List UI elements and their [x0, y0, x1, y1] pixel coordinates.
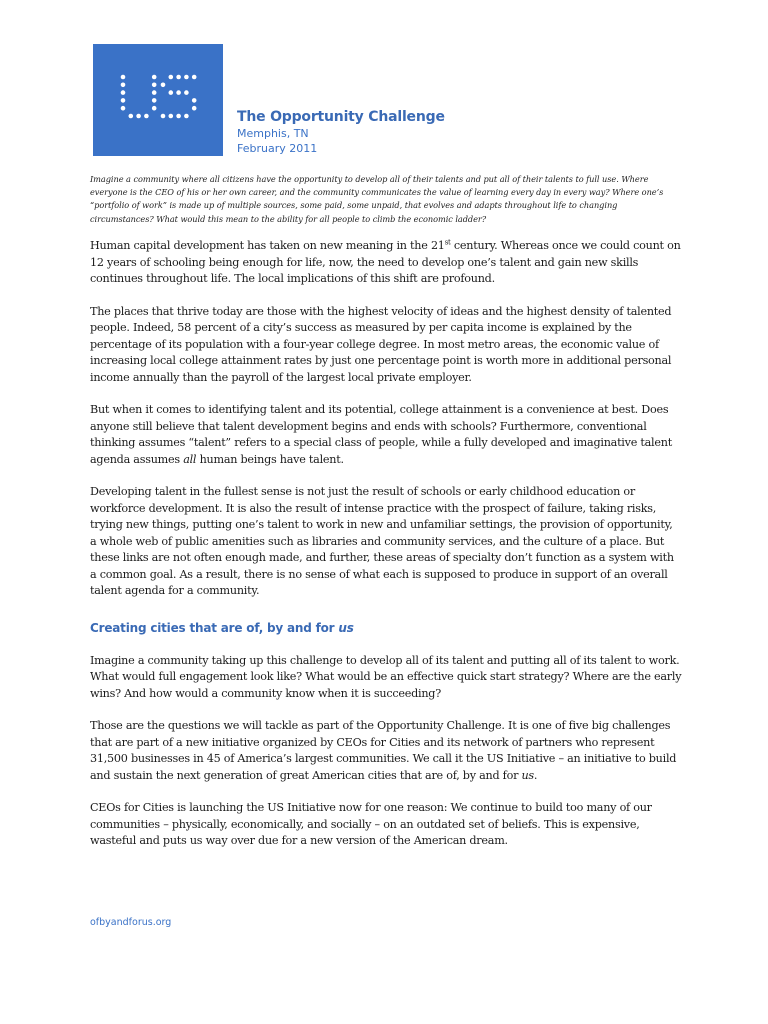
logo-dot — [184, 114, 189, 119]
logo-dot — [176, 114, 181, 119]
logo-dot — [121, 83, 126, 88]
logo-dot — [176, 75, 181, 80]
paragraph-5: Imagine a community taking up this challenge to develop all of its talent and putting all of its talent to work. What would full engagement look like? What would be an effective quick start strategy? Where are the early wins? And how would a community know when it is succeeding? — [90, 653, 682, 700]
us-logo — [93, 44, 223, 156]
logo-dot — [152, 90, 157, 95]
logo-dot — [192, 98, 197, 103]
logo-dot — [192, 106, 197, 111]
logo-dot — [161, 83, 166, 88]
logo-dot — [144, 114, 149, 119]
logo-dot — [161, 114, 166, 119]
logo-dot — [121, 75, 126, 80]
logo-dot — [192, 75, 197, 80]
logo-dot — [152, 106, 157, 111]
logo-dot — [121, 90, 126, 95]
document-date: February 2011 — [237, 142, 318, 155]
logo-dot — [169, 90, 174, 95]
logo-dot — [121, 106, 126, 111]
section-heading: Creating cities that are of, by and for us — [90, 620, 354, 635]
document-location: Memphis, TN — [237, 127, 309, 140]
logo-dot — [184, 75, 189, 80]
logo-dot — [184, 90, 189, 95]
logo-dot — [152, 98, 157, 103]
paragraph-2: The places that thrive today are those with the highest velocity of ideas and the highest density of talented people. Indeed, 58 percent of a city’s success as measured by per capita income is explained by the percentage of its population with a four-year college degree. In most metro areas, the economic value of increasing local college attainment rates by just one percentage point is worth more in additional personal income annually than the payroll of the largest local private employer. — [90, 304, 672, 384]
logo-text: US — [158, 129, 183, 148]
logo-dot — [169, 114, 174, 119]
footer-link[interactable]: ofbyandforus.org — [90, 917, 172, 928]
logo-dot — [129, 114, 134, 119]
paragraph-4: Developing talent in the fullest sense is not just the result of schools or early childhood education or workforce development. It is also the result of intense practice with the prospect of failure, taking risks, trying new things, putting one’s talent to work in new and unfamiliar settings, the provision of opportunity, a whole web of public amenities such as libraries and community services, and the culture of a place. But these links are not often enough made, and further, these areas of specialty don’t function as a system with a common goal. As a result, there is no sense of what each is supposed to produce in support of an overall talent agenda for a community. — [90, 485, 674, 597]
logo-dot — [176, 90, 181, 95]
document-title: The Opportunity Challenge — [237, 109, 445, 125]
logo-dot — [121, 98, 126, 103]
paragraph-7: CEOs for Cities is launching the US Initiative now for one reason: We continue to build too many of our communities – physically, economically, and socially – on an outdated set of beliefs. This is expensive, wasteful and puts us way over due for a new version of the American dream. — [90, 801, 652, 847]
intro-paragraph: Imagine a community where all citizens have the opportunity to develop all of their talents and put all of their talents to full use. Where everyone is the CEO of his or her own career, and the community communicates the value of learning every day in every way? Where one’s “portfolio of work” is made up of multiple sources, some paid, some unpaid, that evolves and adapts throughout life to changing circumstances? What would this mean to the ability for all people to climb the economic ladder? — [90, 174, 664, 224]
paragraph-3: But when it comes to identifying talent and its potential, college attainment is a convenience at best. Does anyone still believe that talent development begins and ends with schools? Furthermore, conventional thinking assumes “talent” refers to a special class of people, while a fully developed and imaginative talent agenda assumes all human beings have talent. — [90, 403, 672, 466]
us-logo-dots — [93, 44, 223, 156]
logo-dot — [169, 75, 174, 80]
document-header — [237, 108, 445, 156]
document-body — [90, 238, 682, 866]
paragraph-1: Human capital development has taken on new meaning in the 21st century. Whereas once we could count on 12 years of schooling being enough for life, now, the need to develop one’s talent and gain new skills continues throughout life. The local implications of this shift are profound. — [90, 238, 681, 285]
paragraph-6: Those are the questions we will tackle as part of the Opportunity Challenge. It is one of five big challenges that are part of a new initiative organized by CEOs for Cities and its network of partners who represent 31,500 businesses in 45 of America’s largest communities. We call it the US Initiative – an initiative to build and sustain the next generation of great American cities that are of, by and for us. — [90, 719, 677, 782]
logo-dot — [136, 114, 141, 119]
logo-dot — [152, 75, 157, 80]
logo-dot — [152, 83, 157, 88]
